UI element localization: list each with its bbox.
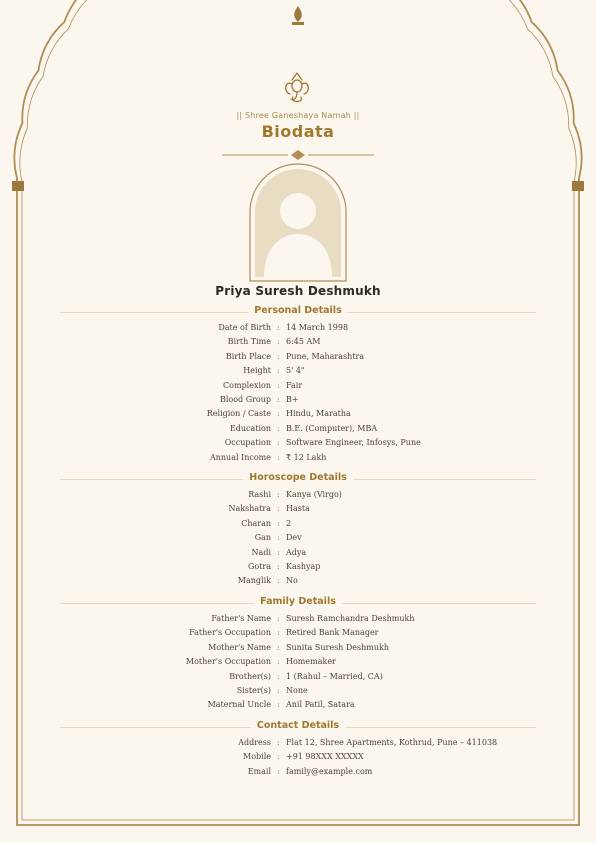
separator-colon: : — [277, 366, 280, 376]
detail-label: Occupation — [224, 438, 271, 448]
photo-frame — [250, 164, 346, 281]
detail-row-horoscope — [0, 519, 596, 533]
detail-value: Fair — [286, 380, 303, 390]
detail-row-personal — [0, 395, 596, 409]
detail-value: family@example.com — [286, 766, 373, 776]
detail-row-horoscope — [0, 504, 596, 518]
separator-colon: : — [277, 409, 280, 419]
detail-row-contact — [0, 752, 596, 766]
detail-value: ₹ 12 Lakh — [286, 452, 327, 462]
separator-colon: : — [277, 671, 280, 681]
detail-value: +91 98XXX XXXXX — [286, 752, 364, 762]
detail-label: Gan — [254, 533, 271, 543]
detail-row-family — [0, 643, 596, 657]
detail-label: Education — [229, 423, 271, 433]
detail-row-horoscope — [0, 533, 596, 547]
separator-colon: : — [277, 423, 280, 433]
detail-label: Complexion — [223, 380, 271, 390]
detail-label: Mother's Occupation — [185, 657, 271, 667]
detail-label: Annual Income — [209, 452, 271, 462]
separator-colon: : — [277, 380, 280, 390]
detail-row-personal — [0, 424, 596, 438]
detail-label: Birth Time — [227, 337, 271, 347]
detail-value: Anil Patil, Satara — [286, 700, 355, 710]
detail-row-family — [0, 628, 596, 642]
separator-colon: : — [277, 452, 280, 462]
separator-colon: : — [277, 686, 280, 695]
detail-value: 5' 4" — [286, 366, 305, 376]
separator-colon: : — [277, 490, 280, 499]
separator-colon: : — [277, 614, 280, 623]
page-title: Biodata — [261, 122, 335, 141]
section-header-family — [60, 597, 536, 609]
detail-label: Nadi — [251, 547, 271, 557]
separator-colon: : — [277, 562, 280, 571]
detail-value: No — [286, 576, 298, 586]
detail-value: Software Engineer, Infosys, Pune — [286, 438, 421, 448]
right-pillar-capital — [572, 181, 584, 191]
detail-value: Kashyap — [286, 562, 321, 571]
detail-value: B+ — [286, 395, 299, 404]
detail-row-personal — [0, 366, 596, 380]
detail-label: Address — [238, 738, 271, 747]
detail-row-personal — [0, 409, 596, 423]
detail-value: Kanya (Virgo) — [286, 490, 342, 499]
profile-name: Priya Suresh Deshmukh — [215, 284, 381, 298]
detail-row-horoscope — [0, 562, 596, 576]
detail-label: Father's Occupation — [189, 628, 271, 638]
separator-colon: : — [277, 547, 280, 557]
detail-label: Mobile — [243, 752, 271, 762]
detail-value: Suresh Ramchandra Deshmukh — [286, 614, 415, 623]
detail-value: 1 (Rahul – Married, CA) — [286, 671, 383, 681]
detail-value: Hasta — [286, 504, 310, 514]
section-header-personal — [60, 306, 536, 318]
detail-label: Mother's Name — [208, 642, 271, 652]
separator-colon: : — [277, 504, 280, 514]
detail-value: None — [286, 686, 308, 695]
separator-colon: : — [277, 628, 280, 638]
detail-label: Email — [247, 766, 271, 776]
separator-colon: : — [277, 642, 280, 652]
left-pillar-capital — [12, 181, 24, 191]
ganesha-icon — [286, 73, 309, 102]
detail-value: Pune, Maharashtra — [286, 351, 365, 361]
separator-colon: : — [277, 395, 280, 404]
separator-colon: : — [277, 323, 280, 332]
detail-label: Religion / Caste — [206, 409, 271, 419]
detail-label: Gotra — [247, 562, 271, 571]
detail-label: Father's Name — [211, 614, 271, 623]
detail-row-family — [0, 700, 596, 714]
detail-row-personal — [0, 323, 596, 337]
detail-value: 6:45 AM — [286, 337, 321, 347]
detail-row-family — [0, 614, 596, 628]
detail-label: Sister(s) — [236, 686, 271, 695]
detail-label: Maternal Uncle — [207, 700, 271, 710]
section-title: Horoscope Details — [243, 472, 353, 483]
separator-colon: : — [277, 752, 280, 762]
detail-row-personal — [0, 453, 596, 467]
detail-label: Birth Place — [225, 351, 271, 361]
detail-label: Date of Birth — [218, 323, 271, 332]
detail-value: Homemaker — [286, 657, 336, 667]
detail-value: Dev — [286, 533, 302, 543]
detail-value: Hindu, Maratha — [286, 409, 351, 419]
section-title: Personal Details — [248, 305, 347, 316]
detail-label: Height — [243, 366, 271, 376]
section-title: Family Details — [254, 596, 342, 607]
detail-row-contact — [0, 738, 596, 752]
detail-row-personal — [0, 381, 596, 395]
separator-colon: : — [277, 576, 280, 586]
separator-colon: : — [277, 351, 280, 361]
detail-row-horoscope — [0, 548, 596, 562]
detail-label: Rashi — [248, 490, 271, 499]
detail-label: Nakshatra — [228, 504, 271, 514]
detail-label: Manglik — [237, 576, 271, 586]
detail-value: Sunita Suresh Deshmukh — [286, 642, 390, 652]
detail-row-personal — [0, 337, 596, 351]
detail-label: Blood Group — [219, 395, 271, 404]
title-divider — [222, 150, 374, 160]
separator-colon: : — [277, 533, 280, 543]
separator-colon: : — [277, 766, 280, 776]
separator-colon: : — [277, 738, 280, 747]
separator-colon: : — [277, 438, 280, 448]
detail-value: 14 March 1998 — [286, 323, 349, 332]
separator-colon: : — [277, 518, 280, 528]
section-header-horoscope — [60, 473, 536, 485]
detail-row-horoscope — [0, 576, 596, 590]
detail-value: Retired Bank Manager — [286, 628, 379, 638]
detail-row-contact — [0, 767, 596, 781]
detail-value: Flat 12, Shree Apartments, Kothrud, Pune – 411038 — [286, 738, 498, 747]
detail-row-family — [0, 657, 596, 671]
detail-row-family — [0, 672, 596, 686]
detail-value: 2 — [286, 518, 292, 528]
separator-colon: : — [277, 657, 280, 667]
separator-colon: : — [277, 700, 280, 710]
detail-row-personal — [0, 352, 596, 366]
invocation-text: || Shree Ganeshaya Namah || — [236, 111, 360, 120]
detail-value: B.E. (Computer), MBA — [286, 423, 378, 433]
avatar-body — [264, 234, 332, 277]
detail-row-family — [0, 686, 596, 700]
detail-label: Charan — [241, 518, 271, 528]
section-header-contact — [60, 721, 536, 733]
finial-icon — [292, 6, 304, 25]
avatar-head — [280, 193, 316, 229]
detail-value: Adya — [286, 547, 307, 557]
detail-label: Brother(s) — [229, 671, 271, 681]
detail-row-personal — [0, 438, 596, 452]
detail-row-horoscope — [0, 490, 596, 504]
section-title: Contact Details — [251, 720, 345, 731]
separator-colon: : — [277, 337, 280, 347]
